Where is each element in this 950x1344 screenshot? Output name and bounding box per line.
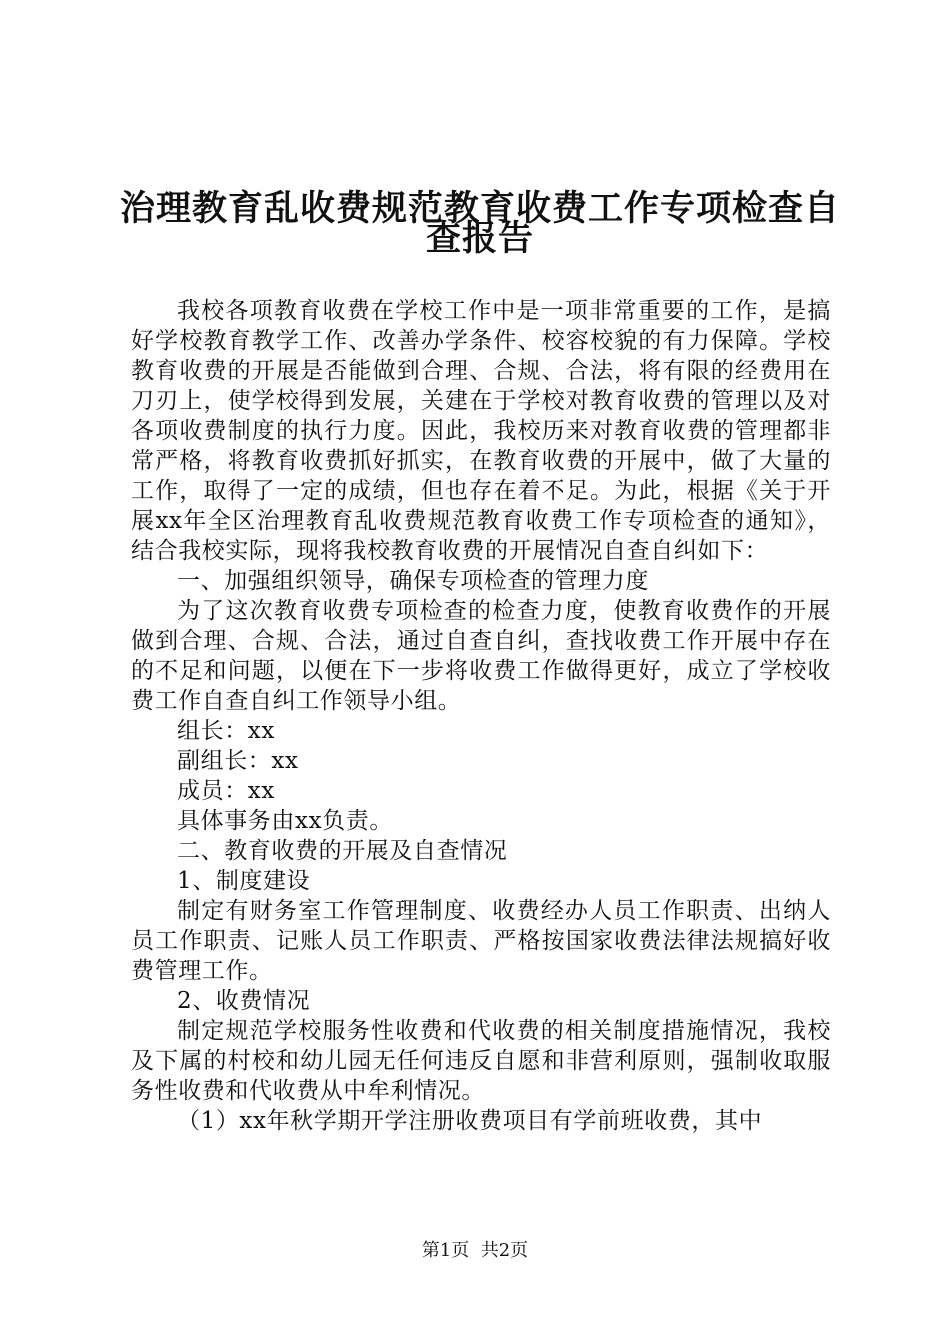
document-title-line-2: 查报告: [425, 219, 534, 259]
paragraph-system-building: 制定有财务室工作管理制度、收费经办人员工作职责、出纳人员工作职责、记账人员工作职责、严格按国家收费法律法规搞好收费管理工作。: [131, 898, 831, 984]
heading-section-1: 一、加强组织领导，确保专项检查的管理力度: [177, 568, 649, 594]
heading-section-2: 二、教育收费的开展及自查情况: [177, 838, 508, 864]
paragraph-responsible: 具体事务由xx负责。: [177, 808, 393, 834]
paragraph-item-1: （1）xx年秋学期开学注册收费项目有学前班收费，其中: [177, 1108, 763, 1134]
paragraph-deputy-leader: 副组长：xx: [177, 748, 299, 774]
paragraph-leader: 组长：xx: [177, 718, 275, 744]
paragraph-fee-situation: 制定规范学校服务性收费和代收费的相关制度措施情况，我校及下属的村校和幼儿园无任何违反自愿和非营利原则，强制收取服务性收费和代收费从中牟利情况。: [131, 1018, 831, 1104]
paragraph-intro: 我校各项教育收费在学校工作中是一项非常重要的工作，是搞好学校教育教学工作、改善办学条件、校容校貌的有力保障。学校教育收费的开展是否能做到合理、合规、合法，将有限的经费用在刀刃上，使学校得到发展，关建在于学校对教育收费的管理以及对各项收费制度的执行力度。因此，我校历来对教育收费的管理都非常严格，将教育收费抓好抓实，在教育收费的开展中，做了大量的工作，取得了一定的成绩，但也存在着不足。为此，根据《关于开展xx年全区治理教育乱收费规范教育收费工作专项检查的通知》，结合我校实际，现将我校教育收费的开展情况自查自纠如下：: [131, 298, 831, 564]
page-footer: 第1页 共2页: [421, 1240, 529, 1261]
paragraph-section-1: 为了这次教育收费专项检查的检查力度，使教育收费作的开展做到合理、合规、合法，通过自查自纠，查找收费工作开展中存在的不足和问题，以便在下一步将收费工作做得更好，成立了学校收费工作自查自纠工作领导小组。: [131, 598, 831, 714]
document-title-line-1: 治理教育乱收费规范教育收费工作专项检查自: [120, 189, 841, 229]
heading-subsection-2: 2、收费情况: [177, 988, 311, 1014]
document-body: [131, 296, 831, 1136]
paragraph-members: 成员：xx: [177, 778, 275, 804]
heading-subsection-1: 1、制度建设: [177, 868, 311, 894]
